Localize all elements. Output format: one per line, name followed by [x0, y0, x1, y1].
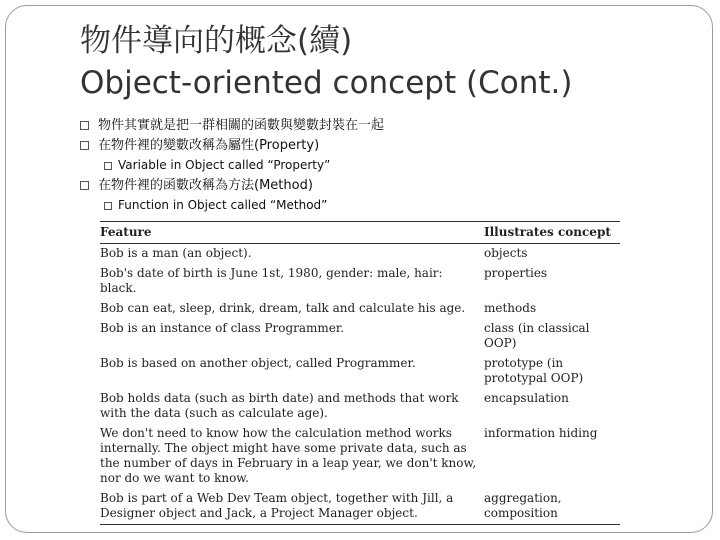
bullet-item	[80, 137, 680, 157]
sub-bullet-text: Variable in Object called “Property”	[118, 158, 331, 172]
feature-cell: Bob is based on another object, called Programmer.	[100, 356, 416, 370]
concept-cell: methods	[484, 301, 537, 315]
bullet-text: 在物件裡的變數改稱為屬性(Property)	[98, 138, 320, 153]
concept-cell: prototype (in prototypal OOP)	[484, 356, 584, 385]
slide-title	[80, 20, 572, 104]
table-row	[100, 424, 620, 489]
table-row	[100, 389, 620, 424]
feature-cell: Bob is a man (an object).	[100, 246, 252, 260]
table-header-row	[100, 222, 620, 244]
title-line-english: Object-oriented concept (Cont.)	[80, 65, 573, 101]
bullet-square-icon	[104, 202, 112, 210]
concept-cell: information hiding	[484, 426, 598, 440]
bullet-square-icon	[80, 141, 89, 150]
bullet-square-icon	[80, 181, 89, 190]
table-row	[100, 489, 620, 525]
feature-cell: Bob holds data (such as birth date) and methods that work with the data (such as calculate age).	[100, 391, 459, 420]
feature-cell: We don't need to know how the calculation method works internally. The object might have some private data, such as the number of days in February in a leap year, we don't know, nor do we want to know.	[100, 426, 477, 485]
table-row	[100, 264, 620, 299]
feature-cell: Bob is part of a Web Dev Team object, together with Jill, a Designer object and Jack, a Project Manager object.	[100, 489, 484, 525]
concept-cell: aggregation, composition	[484, 489, 620, 525]
feature-cell: Bob is an instance of class Programmer.	[100, 321, 345, 335]
concept-table	[100, 222, 620, 525]
feature-cell: Bob's date of birth is June 1st, 1980, gender: male, hair: black.	[100, 266, 443, 295]
bullet-square-icon	[80, 121, 89, 130]
bullet-item	[80, 117, 680, 137]
table-row	[100, 319, 620, 354]
title-line-chinese: 物件導向的概念(續)	[80, 23, 353, 59]
header-concept: Illustrates concept	[484, 222, 620, 244]
table-row	[100, 299, 620, 319]
concept-cell: objects	[484, 246, 528, 260]
bullet-item	[80, 177, 680, 197]
header-feature: Feature	[100, 222, 484, 244]
bullet-list	[80, 117, 680, 217]
table-row	[100, 354, 620, 389]
bullet-text: 物件其實就是把一群相關的函數與變數封裝在一起	[98, 118, 385, 133]
sub-bullet-text: Function in Object called “Method”	[118, 198, 328, 212]
sub-bullet-item	[80, 197, 680, 217]
bullet-text: 在物件裡的函數改稱為方法(Method)	[98, 178, 313, 193]
concept-cell: class (in classical OOP)	[484, 321, 590, 350]
feature-cell: Bob can eat, sleep, drink, dream, talk and calculate his age.	[100, 301, 466, 315]
table-row	[100, 244, 620, 265]
bullet-square-icon	[104, 162, 112, 170]
concept-cell: properties	[484, 266, 548, 280]
concept-table-wrapper	[100, 221, 620, 525]
sub-bullet-item	[80, 157, 680, 177]
concept-cell: encapsulation	[484, 391, 569, 405]
